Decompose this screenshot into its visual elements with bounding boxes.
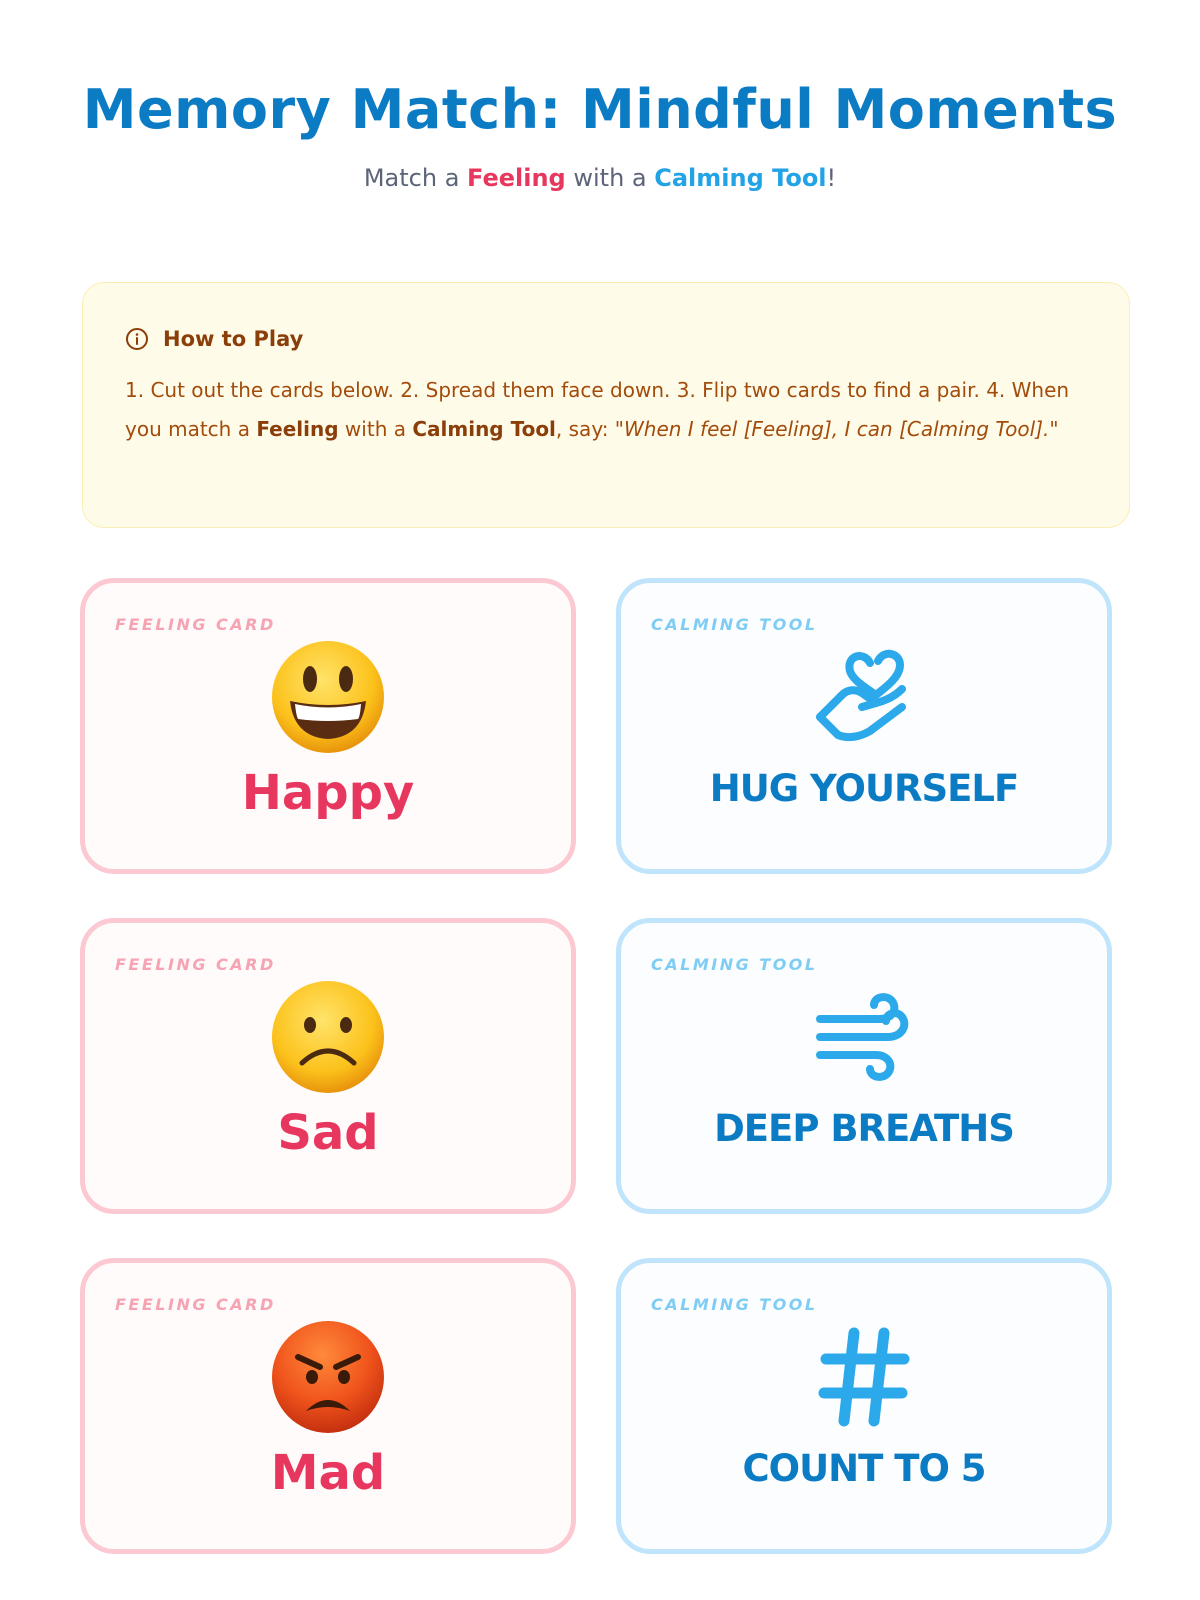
card-type-label: CALMING TOOL [651,955,818,974]
subtitle-tool: Calming Tool [654,164,827,192]
angry-face-icon [268,1317,388,1437]
how-to-play-text [125,371,1095,449]
wind-icon [804,977,924,1097]
tool-card-hug-yourself[interactable] [616,578,1112,874]
page-title: Memory Match: Mindful Moments [82,78,1118,141]
instructions-text-1: 1. Cut out the cards below. 2. Spread them face down. 3. Flip two cards to find a pair. 4. When you match a [125,378,1070,441]
card-type-label: FEELING CARD [115,1295,276,1314]
instructions-text-3: , say: [555,417,615,441]
card-type-label: CALMING TOOL [651,1295,818,1314]
feeling-card-mad[interactable] [80,1258,576,1554]
grinning-face-icon [268,637,388,757]
feeling-word: Mad [270,1445,386,1501]
feeling-word: Sad [277,1105,379,1161]
subtitle-feeling: Feeling [467,164,566,192]
frowning-face-icon [268,977,388,1097]
instructions-text-2: with a [338,417,413,441]
tool-word: COUNT TO 5 [742,1447,986,1490]
feeling-card-happy[interactable] [80,578,576,874]
tool-card-count-to-5[interactable] [616,1258,1112,1554]
feeling-card-sad[interactable] [80,918,576,1214]
how-to-play-box [82,282,1130,528]
subtitle-mid: with a [565,164,655,192]
how-to-play-heading [125,327,303,351]
subtitle-prefix: Match a [363,164,468,192]
card-type-label: FEELING CARD [115,615,276,634]
instructions-quote: "When I feel [Feeling], I can [Calming Tool]." [614,417,1059,441]
how-to-play-title: How to Play [163,327,304,351]
card-type-label: FEELING CARD [115,955,276,974]
hashtag-icon [804,1317,924,1437]
hand-holding-heart-icon [804,637,924,757]
card-type-label: CALMING TOOL [651,615,818,634]
feeling-word: Happy [241,765,415,821]
page-subtitle [0,164,1200,192]
subtitle-suffix: ! [826,164,837,192]
info-icon [125,327,149,351]
tool-card-deep-breaths[interactable] [616,918,1112,1214]
instructions-bold-feeling: Feeling [256,417,339,441]
tool-word: HUG YOURSELF [709,767,1019,810]
tool-word: DEEP BREATHS [714,1107,1014,1150]
instructions-bold-tool: Calming Tool [412,417,556,441]
